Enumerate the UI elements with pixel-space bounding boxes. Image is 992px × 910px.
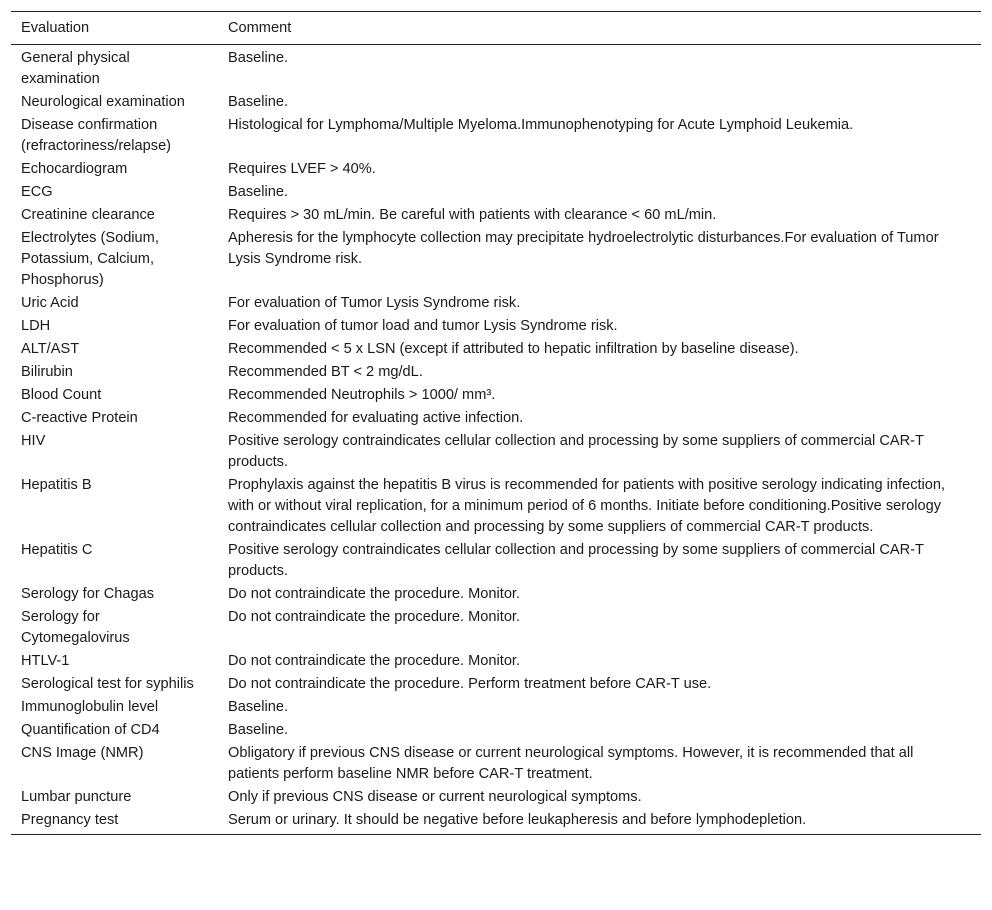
evaluation-cell: ALT/AST: [21, 341, 80, 357]
comment-cell: Baseline.: [228, 50, 289, 66]
evaluation-cell: Electrolytes (Sodium, Potassium, Calcium, Phosphorus): [21, 230, 159, 288]
evaluation-cell: HIV: [21, 433, 46, 449]
table-row: [11, 45, 981, 92]
table-row: [11, 384, 981, 407]
table-body: [11, 45, 981, 835]
table-row: [11, 786, 981, 809]
table-row: [11, 114, 981, 158]
evaluation-cell: Uric Acid: [21, 295, 79, 311]
evaluation-table-container: [11, 11, 981, 835]
comment-cell: Recommended < 5 x LSN (except if attributed to hepatic infiltration by baseline disease).: [228, 341, 799, 357]
table-row: [11, 809, 981, 835]
evaluation-cell: Blood Count: [21, 387, 102, 403]
comment-cell: For evaluation of tumor load and tumor Lysis Syndrome risk.: [228, 318, 618, 334]
table-row: [11, 181, 981, 204]
table-row: [11, 158, 981, 181]
table-row: [11, 361, 981, 384]
table-row: [11, 407, 981, 430]
evaluation-cell: Neurological examination: [21, 94, 185, 110]
table-row: [11, 650, 981, 673]
table-row: [11, 583, 981, 606]
comment-cell: Do not contraindicate the procedure. Monitor.: [228, 653, 521, 669]
evaluation-cell: LDH: [21, 318, 51, 334]
comment-cell: Do not contraindicate the procedure. Perform treatment before CAR-T use.: [228, 676, 712, 692]
comment-cell: Recommended for evaluating active infection.: [228, 410, 524, 426]
table-row: [11, 338, 981, 361]
evaluation-cell: ECG: [21, 184, 53, 200]
table-row: [11, 673, 981, 696]
comment-cell: Apheresis for the lymphocyte collection may precipitate hydroelectrolytic disturbances.For evaluation of Tumor Lysis Syndrome risk.: [228, 230, 939, 267]
comment-cell: Histological for Lymphoma/Multiple Myeloma.Immunophenotyping for Acute Lymphoid Leukemia.: [228, 117, 854, 133]
comment-cell: Do not contraindicate the procedure. Monitor.: [228, 586, 521, 602]
evaluation-cell: Hepatitis B: [21, 477, 92, 493]
comment-cell: Only if previous CNS disease or current neurological symptoms.: [228, 789, 642, 805]
comment-cell: Obligatory if previous CNS disease or current neurological symptoms. However, it is recommended that all patients perform baseline NMR before CAR-T treatment.: [228, 745, 914, 782]
table-row: [11, 315, 981, 338]
evaluation-cell: Immunoglobulin level: [21, 699, 159, 715]
comment-cell: Baseline.: [228, 722, 289, 738]
table-row: [11, 696, 981, 719]
column-header-evaluation: Evaluation: [21, 20, 90, 36]
comment-cell: Baseline.: [228, 94, 289, 110]
comment-cell: Recommended BT < 2 mg/dL.: [228, 364, 423, 380]
header-row: [11, 12, 981, 45]
comment-cell: For evaluation of Tumor Lysis Syndrome risk.: [228, 295, 521, 311]
comment-cell: Positive serology contraindicates cellular collection and processing by some suppliers of commercial CAR-T products.: [228, 542, 924, 579]
table-row: [11, 91, 981, 114]
table-row: [11, 204, 981, 227]
table-row: [11, 430, 981, 474]
evaluation-cell: Disease confirmation (refractoriness/relapse): [21, 117, 172, 154]
evaluation-cell: Lumbar puncture: [21, 789, 132, 805]
evaluation-cell: Serology for Chagas: [21, 586, 155, 602]
evaluation-cell: Pregnancy test: [21, 812, 119, 828]
table-row: [11, 742, 981, 786]
comment-cell: Requires LVEF > 40%.: [228, 161, 376, 177]
table-row: [11, 227, 981, 292]
evaluation-cell: Quantification of CD4: [21, 722, 160, 738]
evaluation-cell: HTLV-1: [21, 653, 70, 669]
comment-cell: Positive serology contraindicates cellular collection and processing by some suppliers of commercial CAR-T products.: [228, 433, 924, 470]
comment-cell: Recommended Neutrophils > 1000/ mm³.: [228, 387, 496, 403]
evaluation-table: [11, 11, 981, 835]
evaluation-cell: C-reactive Protein: [21, 410, 138, 426]
table-header: [11, 12, 981, 45]
comment-cell: Do not contraindicate the procedure. Monitor.: [228, 609, 521, 625]
evaluation-cell: Serology for Cytomegalovirus: [21, 609, 130, 646]
comment-cell: Baseline.: [228, 699, 289, 715]
table-row: [11, 474, 981, 539]
table-row: [11, 292, 981, 315]
evaluation-cell: CNS Image (NMR): [21, 745, 144, 761]
comment-cell: Serum or urinary. It should be negative before leukapheresis and before lymphodepletion.: [228, 812, 807, 828]
table-row: [11, 539, 981, 583]
comment-cell: Prophylaxis against the hepatitis B virus is recommended for patients with positive serology indicating infection, with or without viral replication, for a minimum period of 6 months. Initiate before conditioning.Positive serology contraindicates cellular collection and processing by some suppliers of commercial CAR-T products.: [228, 477, 946, 535]
evaluation-cell: Creatinine clearance: [21, 207, 155, 223]
evaluation-cell: Bilirubin: [21, 364, 73, 380]
evaluation-cell: Hepatitis C: [21, 542, 93, 558]
evaluation-cell: Echocardiogram: [21, 161, 128, 177]
evaluation-cell: General physical examination: [21, 50, 130, 87]
table-row: [11, 606, 981, 650]
comment-cell: Requires > 30 mL/min. Be careful with patients with clearance < 60 mL/min.: [228, 207, 717, 223]
table-row: [11, 719, 981, 742]
comment-cell: Baseline.: [228, 184, 289, 200]
evaluation-cell: Serological test for syphilis: [21, 676, 194, 692]
column-header-comment: Comment: [228, 20, 292, 36]
